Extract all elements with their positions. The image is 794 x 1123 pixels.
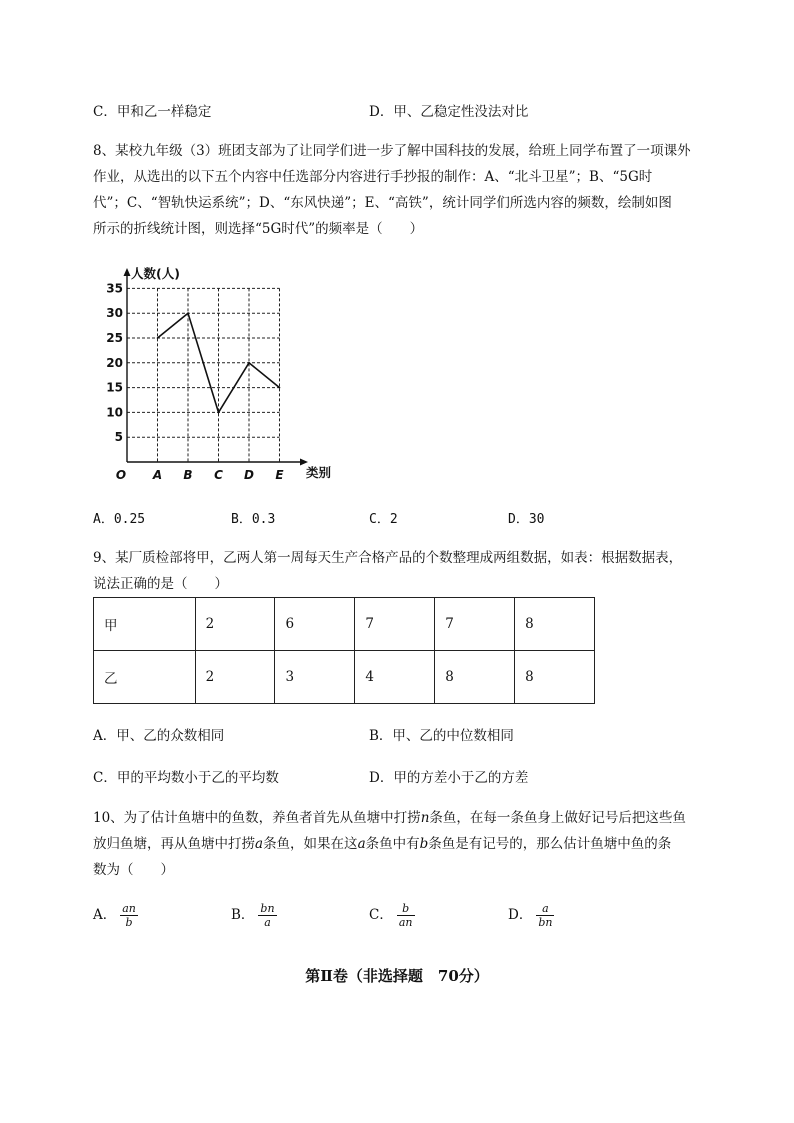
x-tick-label: A <box>152 468 163 482</box>
fraction <box>120 902 138 929</box>
q8-line-4: 所示的折线统计图，则选择“5G时代”的频率是（ ） <box>93 221 424 237</box>
option-label: A． <box>93 907 117 923</box>
table-cell: 2 <box>195 598 275 651</box>
y-tick-label: 30 <box>106 306 123 321</box>
question-10 <box>93 805 705 883</box>
table-cell: 7 <box>435 598 515 651</box>
y-axis-arrow-icon <box>124 268 131 276</box>
q10-text: 条鱼，如果在这 <box>263 836 358 852</box>
option-label: B． <box>231 907 255 923</box>
q10-line-1 <box>93 805 705 831</box>
x-tick-label: C <box>214 468 223 482</box>
fraction-denominator: bn <box>538 916 553 929</box>
q8-line-3: 代”；C、“智轨快运系统”；D、“东风快递”；E、“高铁”，统计同学们所选内容的频数，绘制如图 <box>93 195 672 211</box>
fraction-denominator: an <box>398 916 413 929</box>
q8-option-b: B．0.3 <box>231 512 276 527</box>
q10-text: 条鱼中有 <box>365 836 420 852</box>
q9-line-1: 9、某厂质检部将甲，乙两人第一周每天生产合格产品的个数整理成两组数据，如表：根据数据表， <box>93 550 683 566</box>
q10-text: 10、为了估计鱼塘中的鱼数，养鱼者首先从鱼塘中打捞 <box>93 810 421 826</box>
fraction <box>536 902 554 929</box>
table-cell: 6 <box>275 598 355 651</box>
table-cell: 8 <box>515 651 595 704</box>
data-point <box>157 337 159 339</box>
q10-text: 条鱼是有记号的，那么估计鱼塘中鱼的条 <box>428 836 672 852</box>
fraction-denominator: b <box>125 916 133 929</box>
fraction-numerator: a <box>536 902 554 916</box>
data-point <box>248 362 250 364</box>
option-label: C． <box>369 907 393 923</box>
option-label: D． <box>508 907 533 923</box>
data-point <box>279 387 281 389</box>
table-cell: 4 <box>355 651 435 704</box>
table-cell: 8 <box>435 651 515 704</box>
q8-option-a: A．0.25 <box>93 512 146 527</box>
q9-option-c: C．甲的平均数小于乙的平均数 <box>93 770 279 786</box>
fraction-numerator: b <box>397 902 415 916</box>
q10-option-d <box>508 902 554 929</box>
q8-line-1: 8、某校九年级（3）班团支部为了让同学们进一步了解中国科技的发展，给班上同学布置了一项课外 <box>93 143 691 159</box>
row-label-yi: 乙 <box>94 651 196 704</box>
x-axis-label: 类别 <box>306 465 332 480</box>
q7-option-d: D．甲、乙稳定性没法对比 <box>369 104 529 120</box>
x-tick-label: E <box>275 468 284 482</box>
q10-line-3: 数为（ ） <box>93 862 174 878</box>
table-cell: 7 <box>355 598 435 651</box>
q10-option-b <box>231 902 277 929</box>
q10-var-n: n <box>420 810 430 826</box>
q10-line-2 <box>93 831 705 857</box>
q8-option-d: D．30 <box>508 512 545 527</box>
y-tick-label: 5 <box>114 430 123 445</box>
table-row <box>94 651 595 704</box>
table-cell: 2 <box>195 651 275 704</box>
q8-line-2: 作业，从选出的以下五个内容中任选部分内容进行手抄报的制作：A、“北斗卫星”；B、“5G时 <box>93 169 653 185</box>
fraction-numerator: bn <box>260 902 275 915</box>
q10-var-a: a <box>357 836 366 852</box>
q10-text: 条鱼，在每一条鱼身上做好记号后把这些鱼 <box>429 810 686 826</box>
x-tick-label: B <box>183 468 193 482</box>
q8-option-c: C．2 <box>369 512 398 527</box>
y-tick-label: 20 <box>106 355 123 370</box>
x-tick-label: D <box>244 468 254 482</box>
question-9 <box>93 545 705 597</box>
y-axis-label: 人数(人) <box>131 266 180 281</box>
q9-option-a: A．甲、乙的众数相同 <box>93 728 225 744</box>
q7-option-c: C．甲和乙一样稳定 <box>93 104 212 120</box>
q10-text: 放归鱼塘，再从鱼塘中打捞 <box>93 836 255 852</box>
fraction <box>258 902 276 929</box>
y-tick-label: 15 <box>106 380 123 395</box>
table-cell: 8 <box>515 598 595 651</box>
q10-option-a <box>93 902 138 929</box>
fraction-denominator: a <box>264 916 271 929</box>
q9-line-2: 说法正确的是（ ） <box>93 576 228 592</box>
fraction <box>397 902 415 929</box>
row-label-jia: 甲 <box>94 598 196 651</box>
table-row <box>94 598 595 651</box>
fraction-numerator: an <box>122 902 136 915</box>
q10-option-c <box>369 902 415 929</box>
data-point <box>218 412 220 414</box>
origin-label: O <box>115 468 127 482</box>
line-chart <box>100 262 350 487</box>
data-point <box>187 312 189 314</box>
q9-data-table <box>93 597 595 704</box>
y-tick-label: 25 <box>106 331 123 345</box>
y-tick-label: 35 <box>106 281 123 296</box>
table-cell: 3 <box>275 651 355 704</box>
q9-option-d: D．甲的方差小于乙的方差 <box>369 770 529 786</box>
question-8 <box>93 138 705 242</box>
section-title: 第Ⅱ卷（非选择题 70分） <box>305 967 489 985</box>
q9-option-b: B．甲、乙的中位数相同 <box>369 728 514 744</box>
y-tick-label: 10 <box>106 405 123 420</box>
q10-var-a: a <box>255 836 264 852</box>
q10-var-b: b <box>419 836 429 852</box>
